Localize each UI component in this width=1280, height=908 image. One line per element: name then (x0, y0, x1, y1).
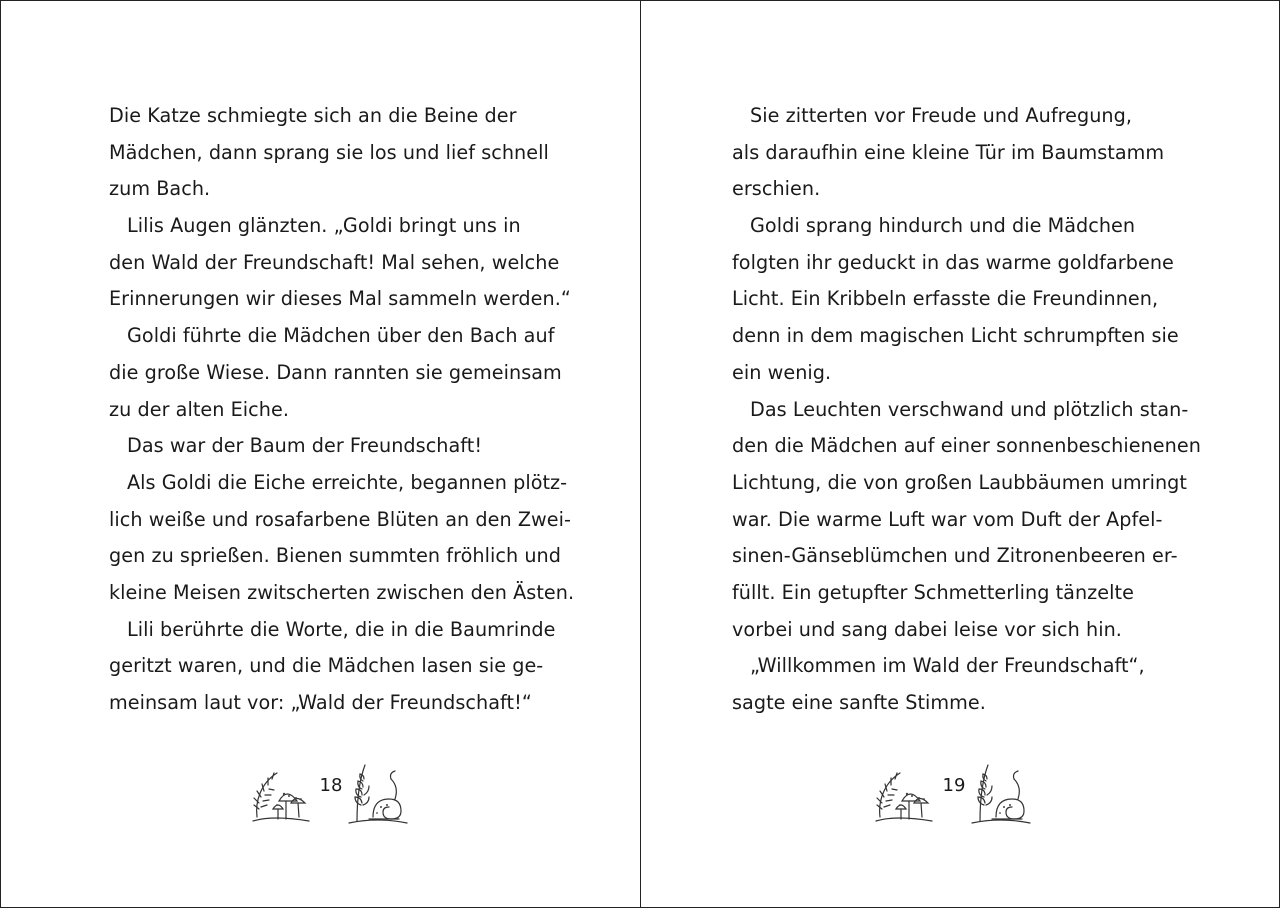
fern-mushroom-ornament-icon (251, 761, 311, 825)
text-line: Lichtung, die von großen Laubbäumen umringt (732, 470, 1187, 494)
text-line: vorbei und sang dabei leise vor sich hin. (732, 617, 1122, 641)
text-line: kleine Meisen zwitscherten zwischen den Ästen. (109, 580, 575, 604)
left-page-footer (251, 761, 411, 825)
text-line: füllt. Ein getupfter Schmetterling tänzelte (732, 580, 1134, 604)
text-line: sinen-Gänseblümchen und Zitronenbeeren er- (732, 544, 1178, 568)
text-line: folgten ihr geduckt in das warme goldfarbene (732, 250, 1174, 274)
text-line: Das Leuchten verschwand und plötzlich stan- (750, 397, 1189, 421)
text-line: war. Die warme Luft war vom Duft der Apfel- (732, 507, 1163, 531)
text-line: Als Goldi die Eiche erreichte, begannen plötz- (127, 470, 568, 494)
text-line: denn in dem magischen Licht schrumpften sie (732, 324, 1179, 348)
text-line: Goldi sprang hindurch und die Mädchen (750, 214, 1136, 238)
right-page-footer (874, 761, 1034, 825)
right-page (641, 1, 1279, 907)
text-line: zum Bach. (109, 177, 211, 201)
text-line: lich weiße und rosafarbene Blüten an den Zwei- (109, 507, 572, 531)
right-page-text (732, 98, 1201, 722)
text-line: Das war der Baum der Freundschaft! (127, 434, 483, 458)
text-line: als daraufhin eine kleine Tür im Baumstamm (732, 140, 1165, 164)
text-line: „Willkommen im Wald der Freundschaft“, (750, 654, 1145, 678)
left-page (1, 1, 640, 907)
text-line: den Wald der Freundschaft! Mal sehen, welche (109, 250, 560, 274)
text-line: erschien. (732, 177, 821, 201)
foxglove-snail-ornament-icon (970, 761, 1032, 825)
text-line: Lilis Augen glänzten. „Goldi bringt uns in (127, 214, 521, 238)
text-line: meinsam laut vor: „Wald der Freundschaft!“ (109, 691, 532, 714)
text-line: sagte eine sanfte Stimme. (732, 691, 986, 714)
text-line: gen zu sprießen. Bienen summten fröhlich und (109, 544, 561, 568)
text-line: Goldi führte die Mädchen über den Bach auf (127, 324, 555, 348)
text-line: Sie zitterten vor Freude und Aufregung, (750, 104, 1133, 127)
page-number: 19 (942, 775, 966, 796)
text-line: zu der alten Eiche. (109, 397, 289, 421)
fern-mushroom-ornament-icon (874, 761, 934, 825)
text-line: Die Katze schmiegte sich an die Beine der (109, 104, 517, 127)
text-line: ein wenig. (732, 360, 832, 384)
text-line: die große Wiese. Dann rannten sie gemeinsam (109, 360, 562, 384)
text-line: den die Mädchen auf einer sonnenbeschienenen (732, 434, 1201, 458)
text-line: geritzt waren, und die Mädchen lasen sie ge- (109, 654, 544, 678)
text-line: Lili berührte die Worte, die in die Baumrinde (127, 617, 556, 641)
foxglove-snail-ornament-icon (347, 761, 409, 825)
text-line: Erinnerungen wir dieses Mal sammeln werden.“ (109, 287, 571, 311)
text-line: Mädchen, dann sprang sie los und lief schnell (109, 140, 549, 164)
page-number: 18 (319, 775, 343, 796)
text-line: Licht. Ein Kribbeln erfasste die Freundinnen, (732, 287, 1159, 311)
left-page-text (109, 98, 575, 722)
